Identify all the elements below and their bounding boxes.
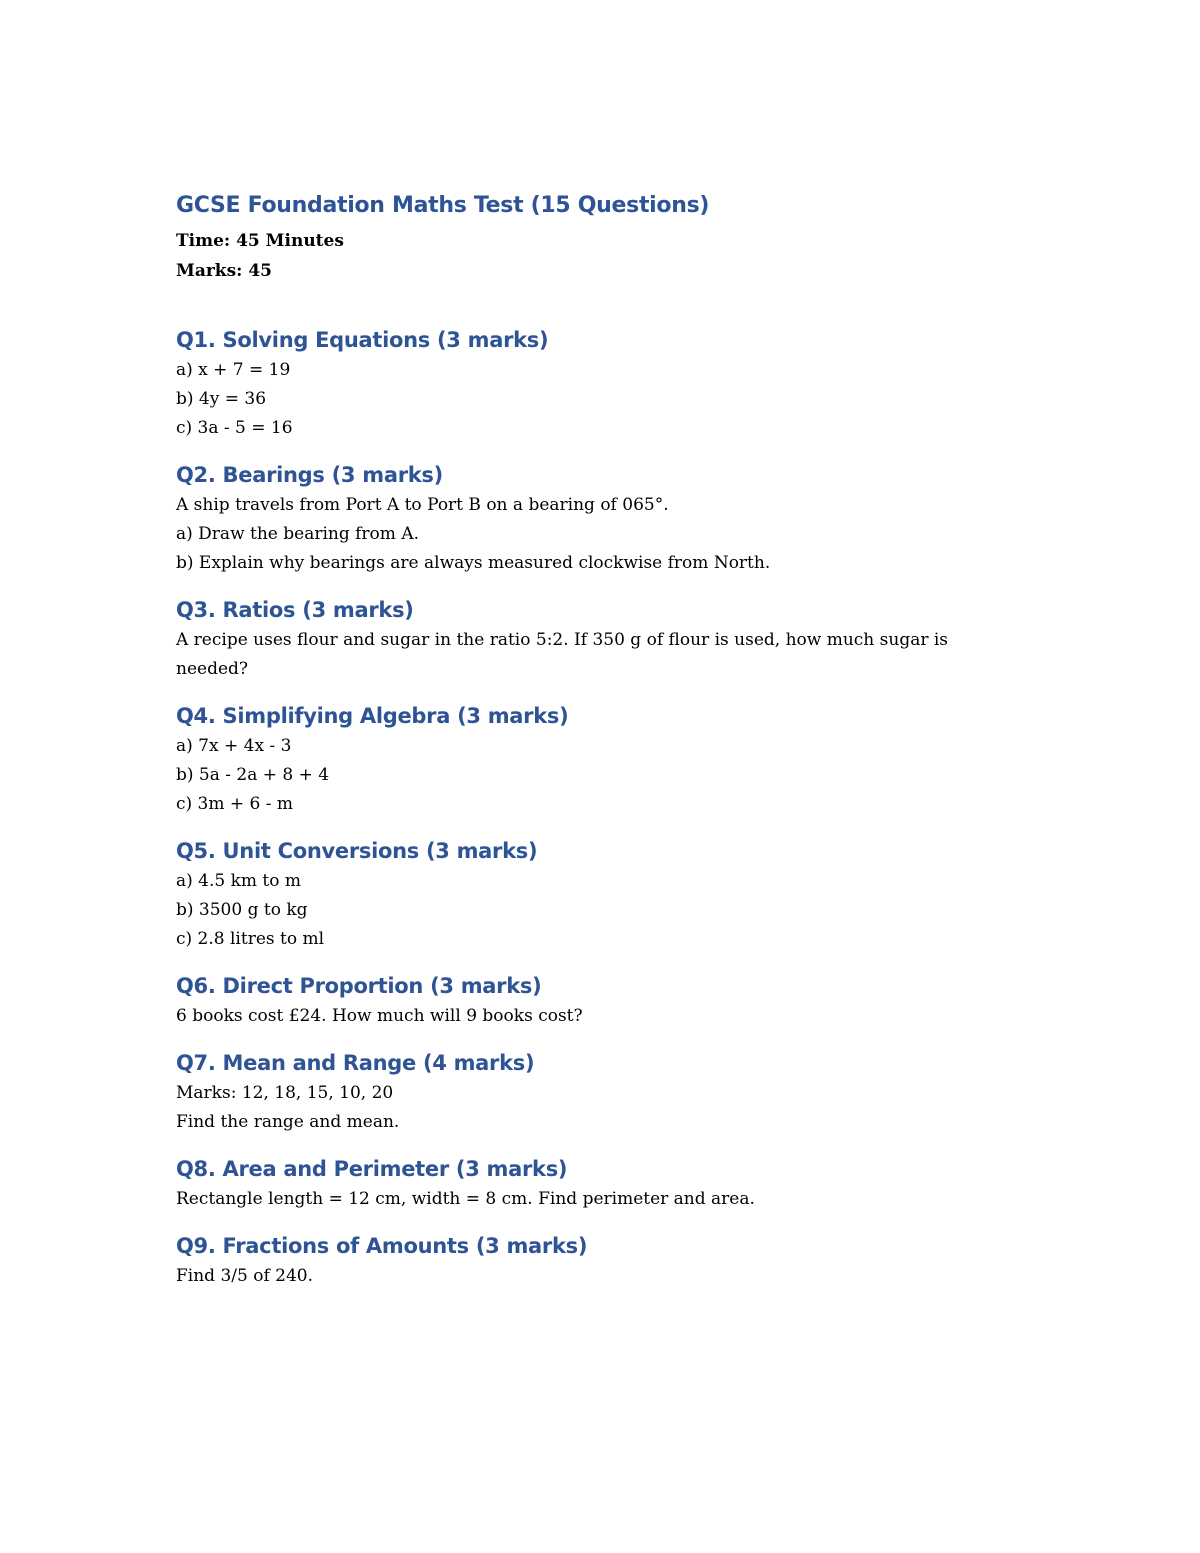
question-heading: Q5. Unit Conversions (3 marks) xyxy=(176,839,538,863)
question-line: c) 3a - 5 = 16 xyxy=(176,418,293,438)
question-6 xyxy=(176,970,1026,1031)
question-heading: Q8. Area and Perimeter (3 marks) xyxy=(176,1157,568,1181)
question-line: A ship travels from Port A to Port B on a bearing of 065°. xyxy=(176,495,669,515)
question-heading: Q1. Solving Equations (3 marks) xyxy=(176,328,549,352)
question-4 xyxy=(176,700,1026,819)
question-line: b) 3500 g to kg xyxy=(176,900,308,920)
question-line: b) 4y = 36 xyxy=(176,389,267,409)
question-2 xyxy=(176,459,1026,578)
document-page xyxy=(176,188,1026,1291)
question-heading: Q6. Direct Proportion (3 marks) xyxy=(176,974,542,998)
question-line: b) Explain why bearings are always measured clockwise from North. xyxy=(176,553,771,573)
question-7 xyxy=(176,1047,1026,1137)
question-list xyxy=(176,324,1026,1291)
question-line: Find the range and mean. xyxy=(176,1112,400,1132)
question-line: a) 4.5 km to m xyxy=(176,871,302,891)
question-heading: Q9. Fractions of Amounts (3 marks) xyxy=(176,1234,588,1258)
time-allowed: Time: 45 Minutes xyxy=(176,231,344,251)
total-marks: Marks: 45 xyxy=(176,261,272,281)
question-line: c) 3m + 6 - m xyxy=(176,794,294,814)
question-line: Find 3/5 of 240. xyxy=(176,1266,314,1286)
question-9 xyxy=(176,1230,1026,1291)
question-line: Marks: 12, 18, 15, 10, 20 xyxy=(176,1083,394,1103)
question-line: 6 books cost £24. How much will 9 books cost? xyxy=(176,1006,583,1026)
question-line: a) 7x + 4x - 3 xyxy=(176,736,292,756)
question-line: Rectangle length = 12 cm, width = 8 cm. Find perimeter and area. xyxy=(176,1189,755,1209)
question-heading: Q3. Ratios (3 marks) xyxy=(176,598,414,622)
question-line: needed? xyxy=(176,659,249,679)
question-8 xyxy=(176,1153,1026,1214)
question-5 xyxy=(176,835,1026,954)
document-title: GCSE Foundation Maths Test (15 Questions) xyxy=(176,193,710,218)
question-line: a) x + 7 = 19 xyxy=(176,360,291,380)
question-line: A recipe uses flour and sugar in the ratio 5:2. If 350 g of flour is used, how much sugar is xyxy=(176,630,949,650)
question-1 xyxy=(176,324,1026,443)
question-line: a) Draw the bearing from A. xyxy=(176,524,419,544)
question-heading: Q2. Bearings (3 marks) xyxy=(176,463,443,487)
question-heading: Q4. Simplifying Algebra (3 marks) xyxy=(176,704,569,728)
test-info xyxy=(176,226,1026,286)
question-line: c) 2.8 litres to ml xyxy=(176,929,325,949)
question-3 xyxy=(176,594,1026,684)
question-line: b) 5a - 2a + 8 + 4 xyxy=(176,765,330,785)
question-heading: Q7. Mean and Range (4 marks) xyxy=(176,1051,535,1075)
